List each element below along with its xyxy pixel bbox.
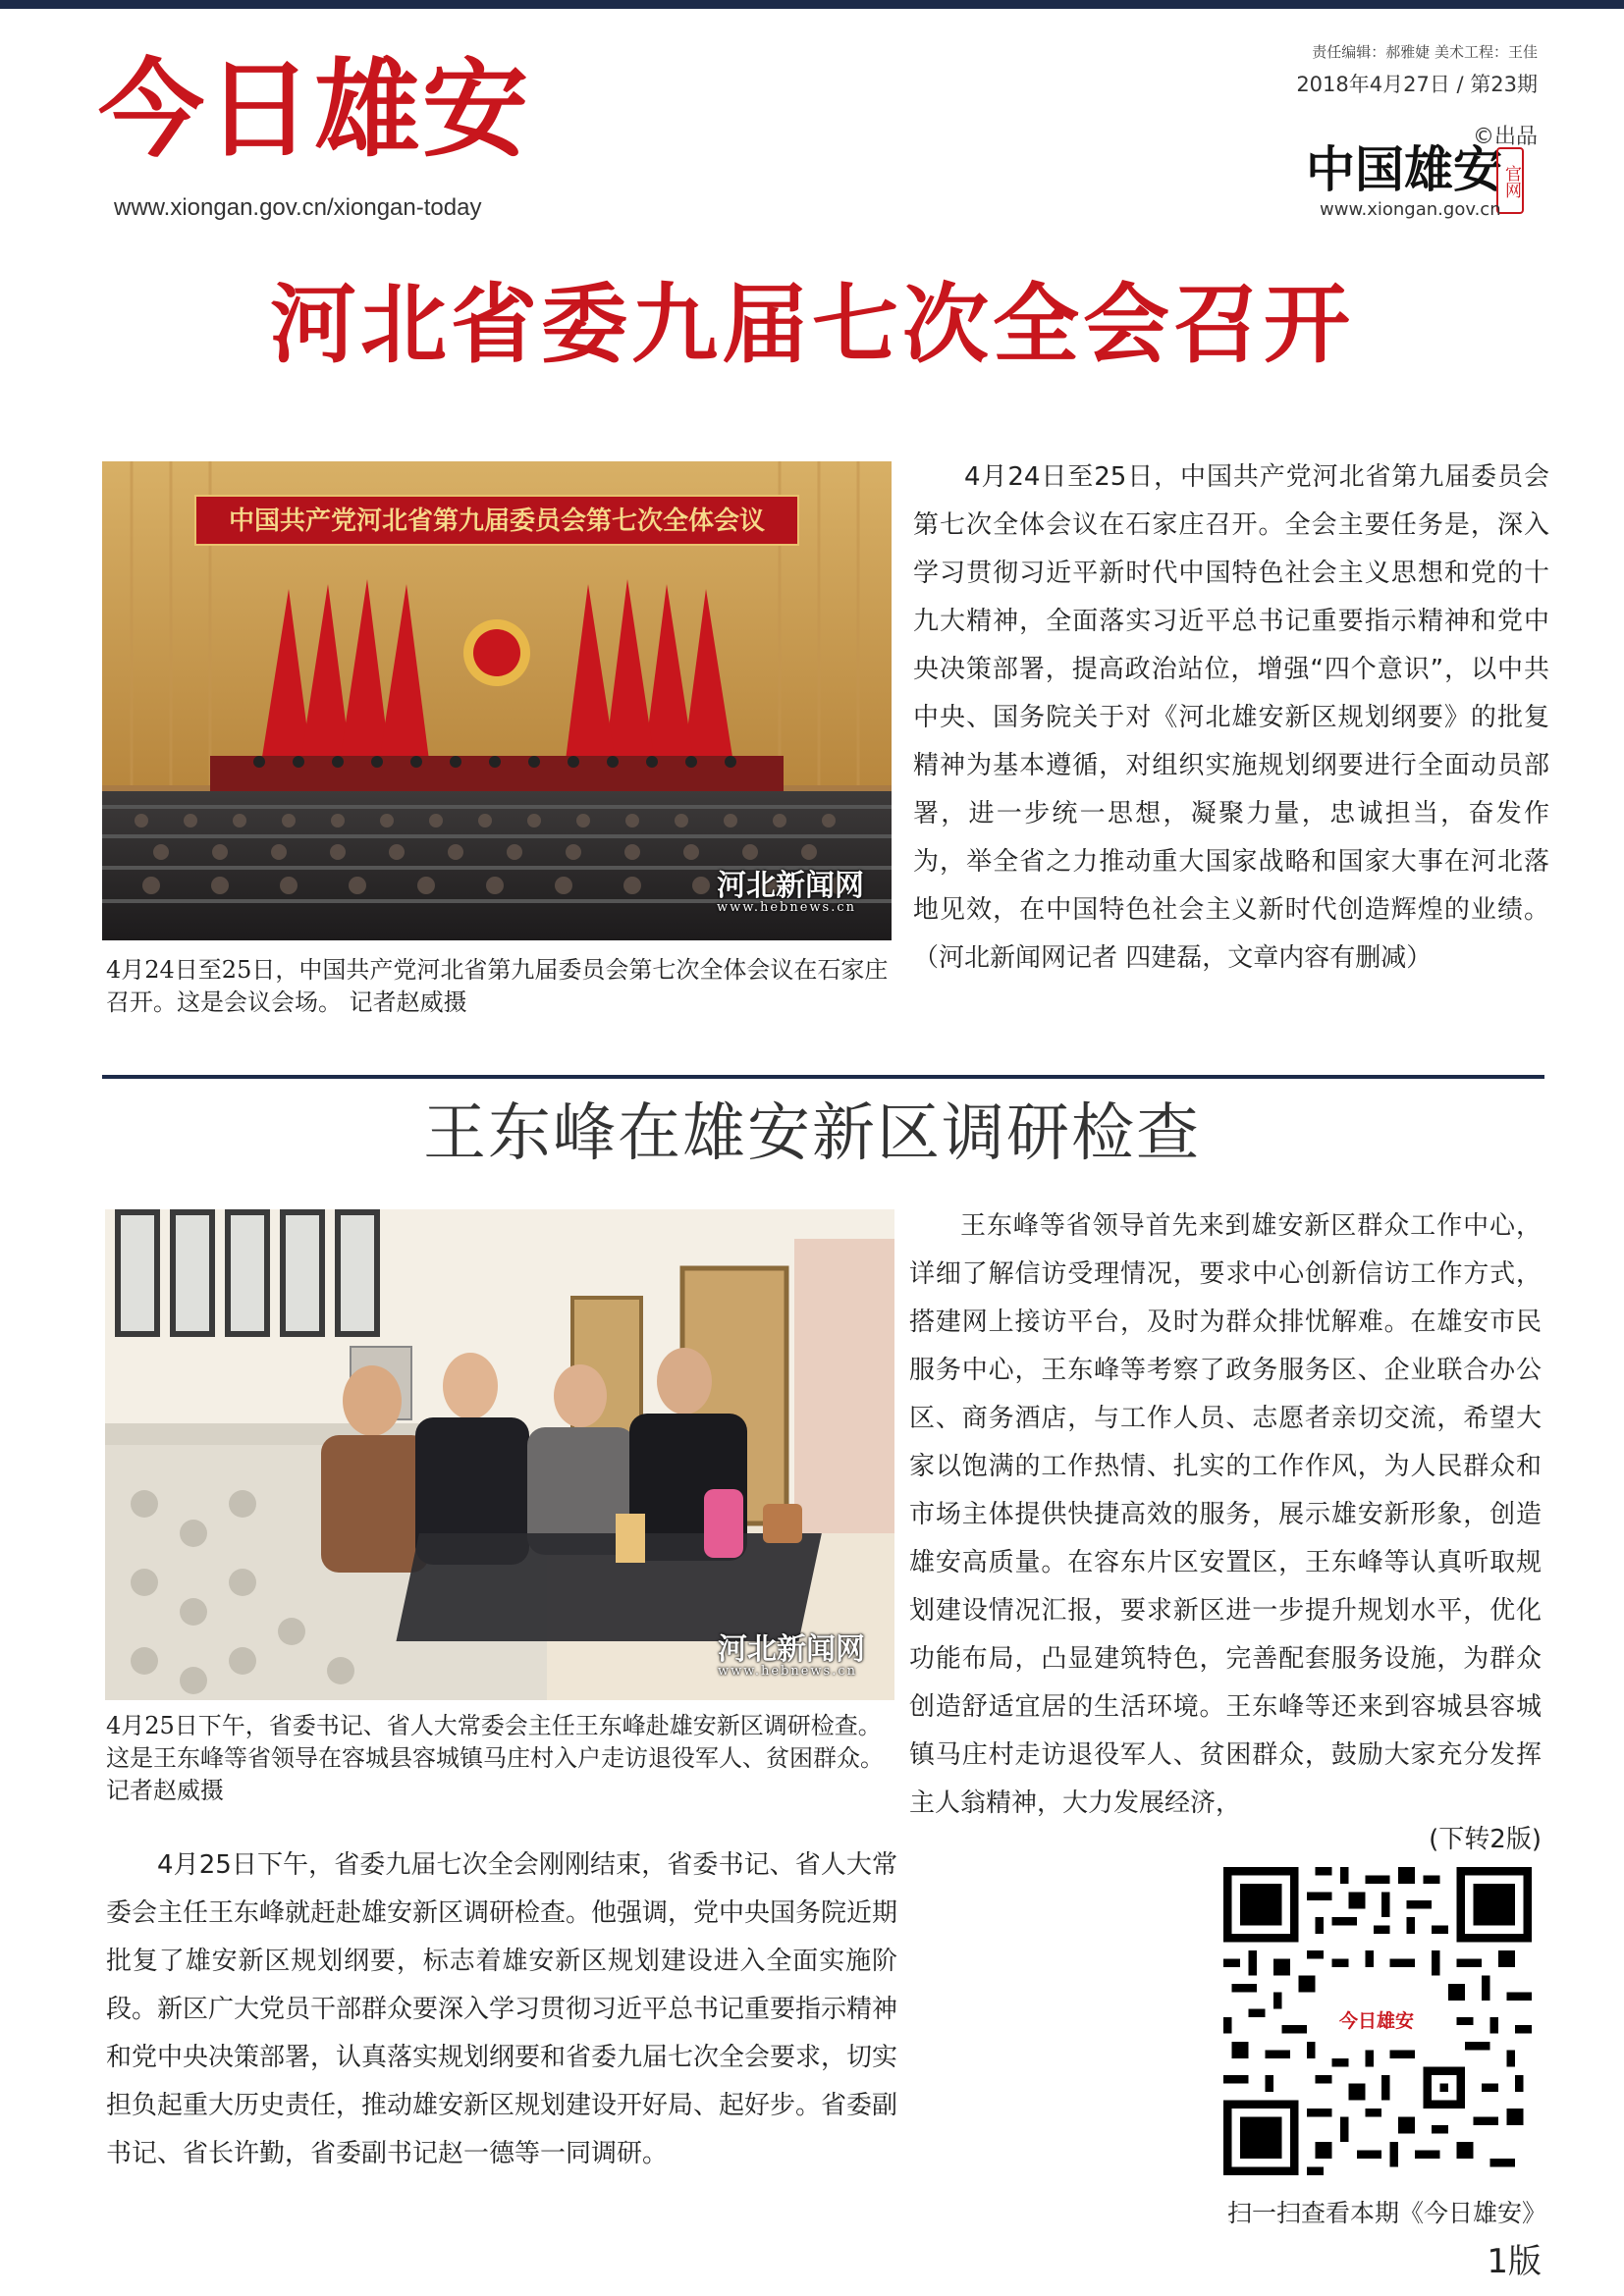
qr-caption: 扫一扫查看本期《今日雄安》	[1227, 2199, 1547, 2227]
masthead-url[interactable]: www.xiongan.gov.cn/xiongan-today	[114, 194, 482, 221]
qr-logo: 今日雄安	[1331, 2002, 1422, 2041]
brand-logo: 中国雄安	[1306, 140, 1502, 198]
article2-headline: 王东峰在雄安新区调研检查	[423, 1097, 1201, 1170]
brand-url[interactable]: www.xiongan.gov.cn	[1320, 199, 1501, 220]
top-bar	[0, 0, 1624, 9]
brand-seal: 官网	[1496, 147, 1524, 214]
masthead-logo: 今日雄安	[98, 48, 531, 172]
article1-headline: 河北省委九届七次全会召开	[269, 273, 1354, 375]
article1-caption: 4月24日至25日，中国共产党河北省第九届委员会第七次全体会议在石家庄召开。这是会议会场。 记者赵威摄	[106, 956, 889, 1016]
article1-photo	[102, 461, 892, 940]
article1-body: 4月24日至25日，中国共产党河北省第九届委员会第七次全体会议在石家庄召开。全会主要任务是，深入学习贯彻习近平新时代中国特色社会主义思想和党的十九大精神，全面落实习近平总书记重要指示精神和党中央决策部署，提高政治站位，增强“四个意识”，以中共中央、国务院关于对《河北雄安新区规划纲要》的批复精神为基本遵循，对组织实施规划纲要进行全面动员部署，进一步统一思想，凝聚力量，忠诚担当，奋发作为，举全省之力推动重大国家战略和国家大事在河北落地见效，在中国特色社会主义新时代创造辉煌的业绩。（河北新闻网记者 四建磊，文章内容有删减）	[913, 462, 1549, 973]
editor-credits: 责任编辑：郝雅婕 美术工程：王佳	[1312, 43, 1538, 61]
article2-photo	[105, 1209, 894, 1700]
photo1-watermark: 河北新闻网 www.hebnews.cn	[717, 869, 864, 915]
article2-caption: 4月25日下午，省委书记、省人大常委会主任王东峰赴雄安新区调研检查。这是王东峰等省领导在容城县容城镇马庄村入户走访退役军人、贫困群众。记者赵威摄	[106, 1712, 884, 1804]
article2-body-right: 王东峰等省领导首先来到雄安新区群众工作中心，详细了解信访受理情况，要求中心创新信访工作方式，搭建网上接访平台，及时为群众排忧解难。在雄安市民服务中心，王东峰等考察了政务服务区、企业联合办公区、商务酒店，与工作人员、志愿者亲切交流，希望大家以饱满的工作热情、扎实的工作作风，为人民群众和市场主体提供快捷高效的服务，展示雄安新形象，创造雄安高质量。在容东片区安置区，王东峰等认真听取规划建设情况汇报，要求新区进一步提升规划水平，优化功能布局，凸显建筑特色，完善配套服务设施，为群众创造舒适宜居的生活环境。王东峰等还来到容城县容城镇马庄村走访退役军人、贫困群众，鼓励大家充分发挥主人翁精神，大力发展经济，	[909, 1211, 1542, 1818]
photo2-watermark: 河北新闻网 www.hebnews.cn	[718, 1632, 865, 1679]
article2-body-left: 4月25日下午，省委九届七次全会刚刚结束，省委书记、省人大常委会主任王东峰就赶赴雄安新区调研检查。他强调，党中央国务院近期批复了雄安新区规划纲要，标志着雄安新区规划建设进入全面实施阶段。新区广大党员干部群众要深入学习贯彻习近平总书记重要指示精神和党中央决策部署，认真落实规划纲要和省委九届七次全会要求，切实担负起重大历史责任，推动雄安新区规划建设开好局、起好步。省委副书记、省长许勤，省委副书记赵一德等一同调研。	[106, 1850, 898, 2168]
hall-banner: 中国共产党河北省第九届委员会第七次全体会议	[228, 507, 766, 536]
continued-note: (下转2版)	[1429, 1825, 1542, 1854]
issue-date: 2018年4月27日 / 第23期	[1296, 73, 1538, 96]
page-number: 1版	[1487, 2242, 1542, 2281]
producer-label: ©出品	[1472, 125, 1538, 149]
section-divider	[102, 1075, 1544, 1079]
